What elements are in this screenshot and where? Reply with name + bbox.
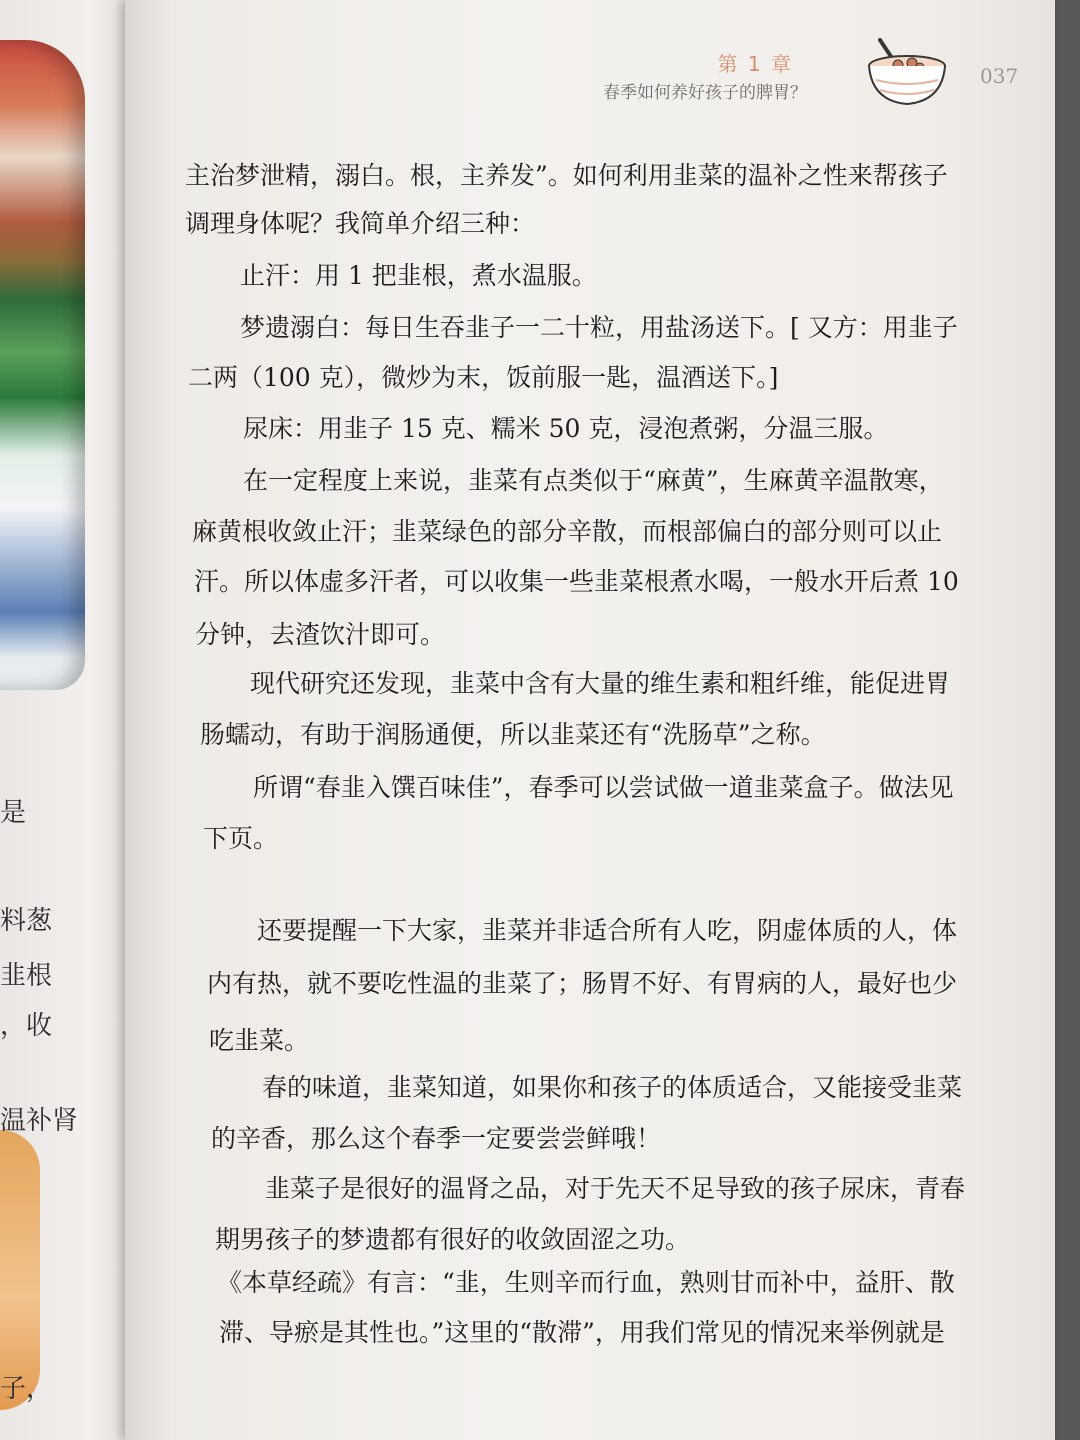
vegetable-photo [0, 40, 85, 690]
body-line: 主治梦泄精，溺白。根，主养发”。如何利用韭菜的温补之性来帮孩子 [185, 161, 948, 190]
body-line: 汗。所以体虚多汗者，可以收集一些韭菜根煮水喝，一般水开后煮 10 [194, 567, 959, 596]
bowl-icon [862, 36, 952, 111]
body-line: 现代研究还发现，韭菜中含有大量的维生素和粗纤维，能促进胃 [250, 669, 951, 698]
body-line: 期男孩子的梦遗都有很好的收敛固涩之功。 [215, 1225, 691, 1254]
chapter-subtitle: 春季如何养好孩子的脾胃？ [603, 83, 807, 103]
page-number: 037 [980, 64, 1019, 88]
body-line: 肠蠕动，有助于润肠通便，所以韭菜还有“洗肠草”之称。 [200, 720, 826, 749]
body-line: 滞、导瘀是其性也。”这里的“散滞”，用我们常见的情况来举例就是 [219, 1318, 945, 1347]
body-line: 止汗：用 1 把韭根，煮水温服。 [240, 261, 597, 290]
body-line: 吃韭菜。 [209, 1026, 310, 1055]
left-page-text: 韭根 [0, 961, 53, 991]
body-line: 分钟，去渣饮汁即可。 [195, 620, 446, 649]
body-line: 内有热，就不要吃性温的韭菜了；肠胃不好、有胃病的人，最好也少 [207, 969, 958, 998]
left-page-text: 料葱 [0, 906, 53, 936]
left-page-text: ，收 [0, 1011, 53, 1041]
body-line: 还要提醒一下大家，韭菜并非适合所有人吃，阴虚体质的人，体 [257, 916, 958, 945]
body-line: 春的味道，韭菜知道，如果你和孩子的体质适合，又能接受韭菜 [262, 1073, 963, 1102]
left-page-text: 子， [0, 1374, 53, 1404]
body-line: 所谓“春韭入馔百味佳”，春季可以尝试做一道韭菜盒子。做法见 [253, 773, 954, 802]
body-line: 《本草经疏》有言：“韭，生则辛而行血，熟则甘而补中，益肝、散 [217, 1268, 955, 1297]
body-line: 下页。 [203, 824, 279, 853]
chapter-label: 第 1 章 [717, 52, 793, 76]
left-page-text: 温补肾 [0, 1106, 79, 1136]
body-line: 尿床：用韭子 15 克、糯米 50 克，浸泡煮粥，分温三服。 [243, 414, 889, 443]
body-line: 的辛香，那么这个春季一定要尝尝鲜哦！ [211, 1124, 662, 1153]
left-page-text: 是 [0, 798, 27, 828]
body-line: 二两（100 克），微炒为末，饭前服一匙，温酒送下。] [188, 363, 779, 392]
body-line: 韭菜子是很好的温肾之品，对于先天不足导致的孩子尿床，青春 [265, 1174, 966, 1203]
body-line: 在一定程度上来说，韭菜有点类似于“麻黄”，生麻黄辛温散寒， [243, 466, 944, 495]
body-line: 梦遗溺白：每日生吞韭子一二十粒，用盐汤送下。[ 又方：用韭子 [240, 313, 958, 342]
body-line: 麻黄根收敛止汗；韭菜绿色的部分辛散，而根部偏白的部分则可以止 [192, 517, 943, 546]
book-page [125, 0, 1055, 1440]
body-line: 调理身体呢？我简单介绍三种： [185, 209, 536, 238]
